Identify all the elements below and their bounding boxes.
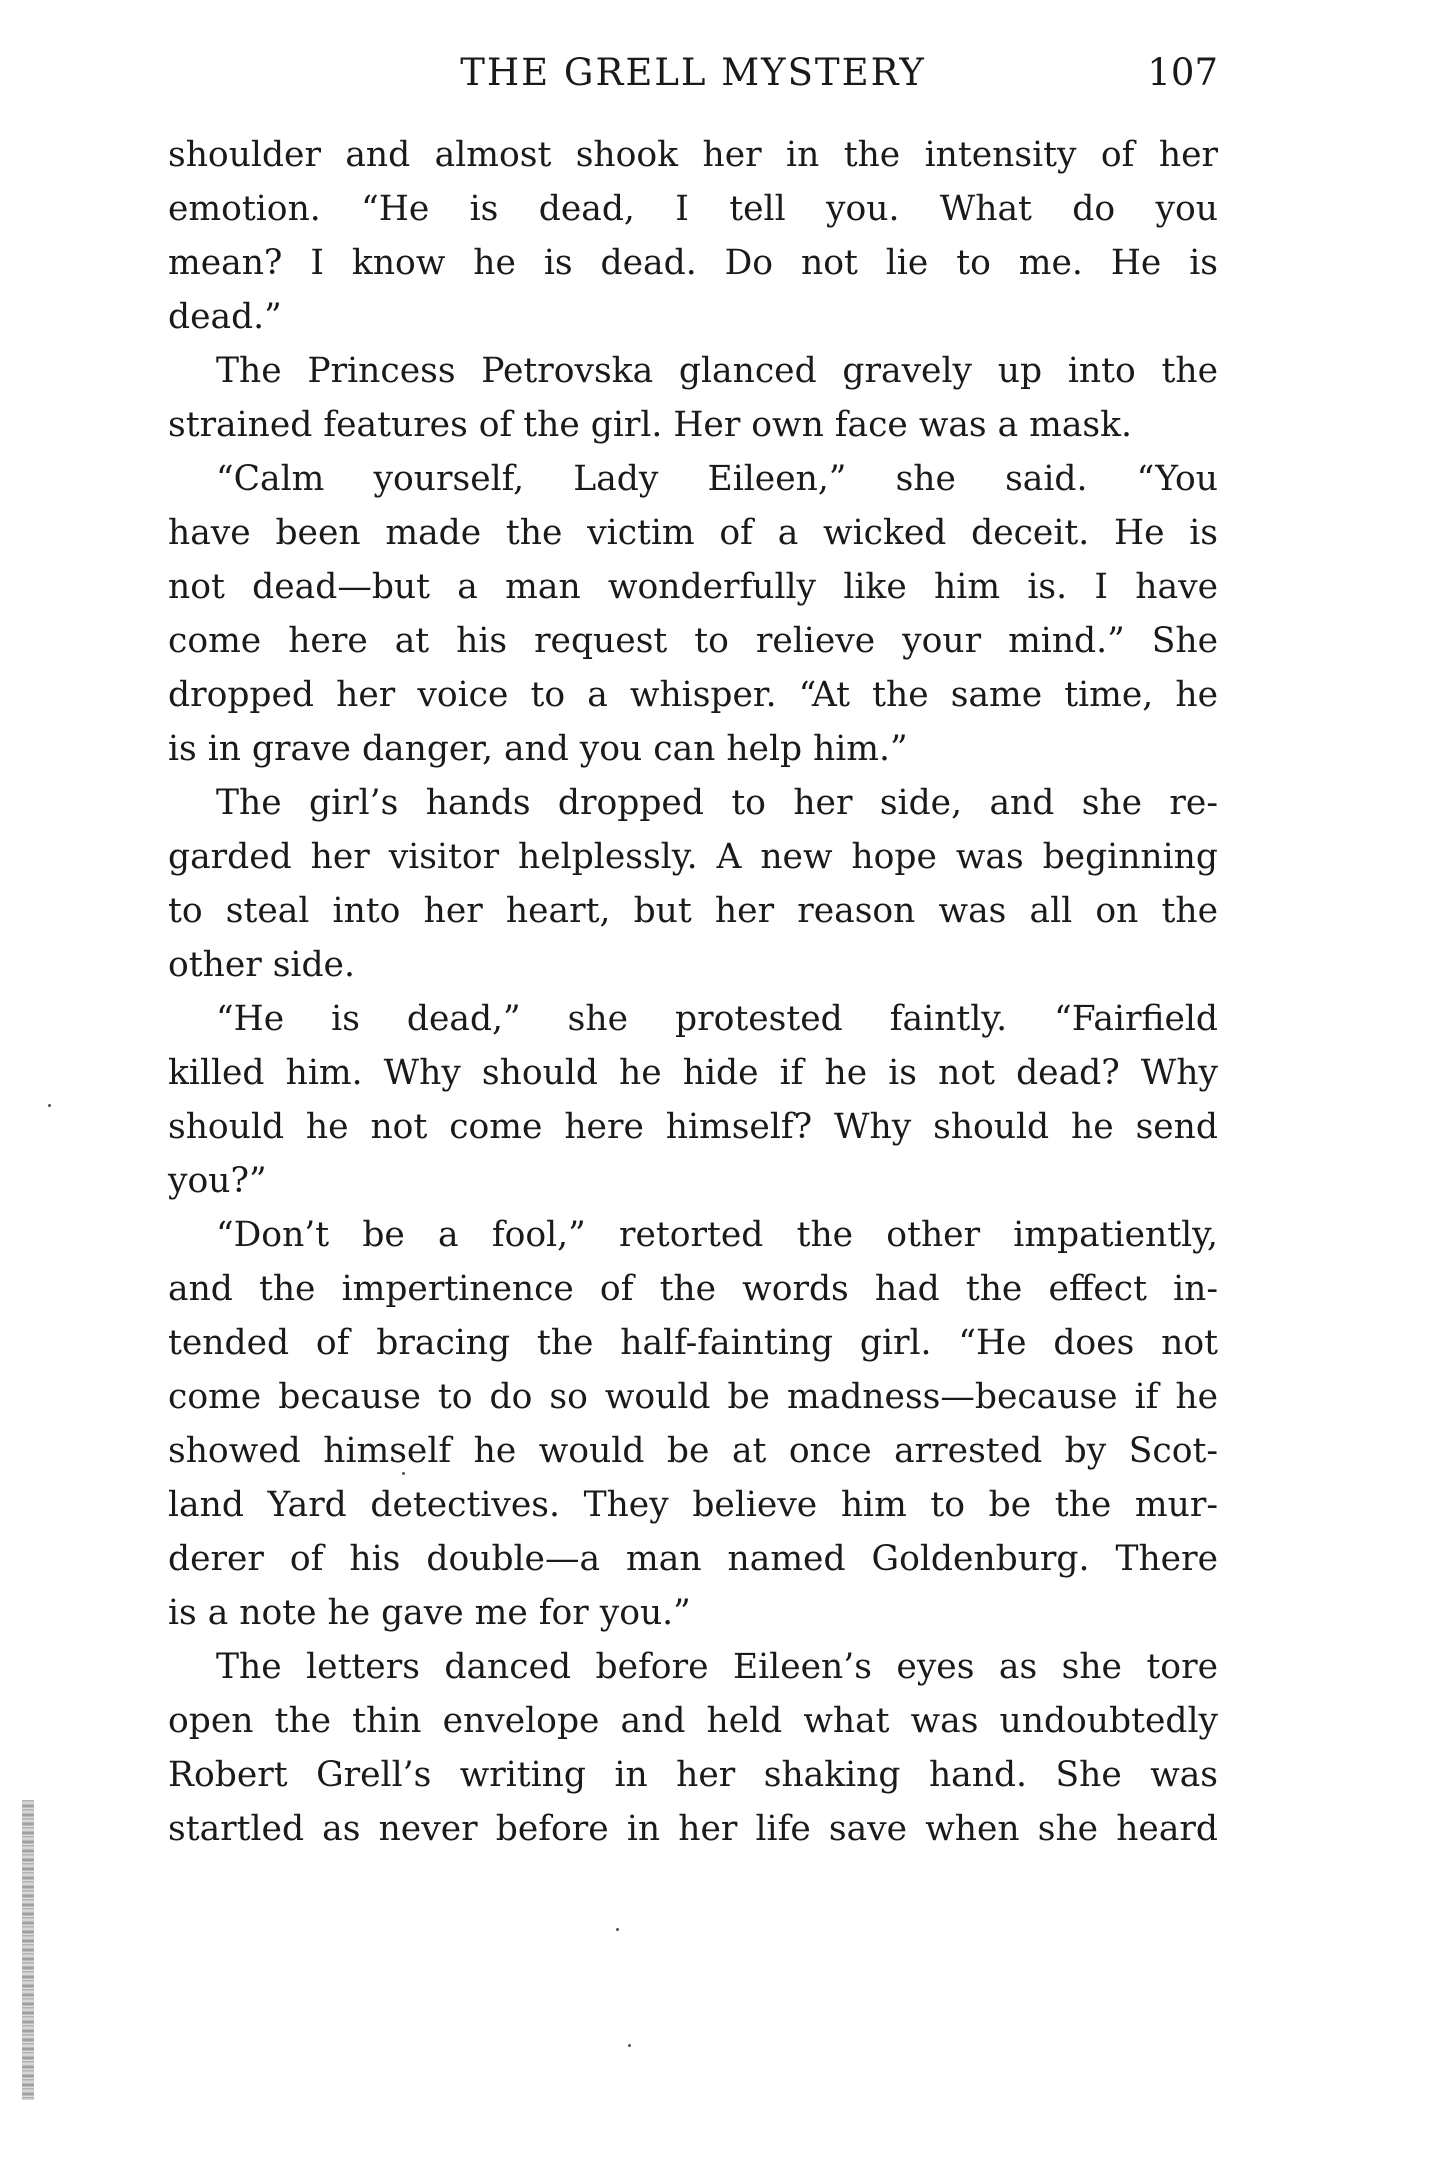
text-line: killed him. Why should he hide if he is not dead? Why	[168, 1053, 1218, 1093]
running-title: THE GRELL MYSTERY	[460, 51, 926, 94]
text-line: not dead—but a man wonderfully like him is. I have	[168, 567, 1218, 607]
text-line: The girl’s hands dropped to her side, and she re-	[216, 783, 1218, 823]
text-line: The Princess Petrovska glanced gravely up into the	[216, 351, 1218, 391]
text-line: “Calm yourself, Lady Eileen,” she said. “You	[216, 459, 1218, 499]
text-line: come because to do so would be madness—because if he	[168, 1377, 1218, 1417]
text-line: shoulder and almost shook her in the intensity of her	[168, 135, 1218, 175]
scan-speck	[616, 1928, 619, 1931]
text-line: is in grave danger, and you can help him.”	[168, 729, 908, 769]
text-line: mean? I know he is dead. Do not lie to me. He is	[168, 243, 1218, 283]
text-line: to steal into her heart, but her reason was all on the	[168, 891, 1218, 931]
text-line: “Don’t be a fool,” retorted the other impatiently,	[216, 1215, 1218, 1255]
text-line: derer of his double—a man named Goldenburg. There	[168, 1539, 1218, 1579]
text-line: other side.	[168, 945, 355, 985]
running-head	[168, 48, 1218, 98]
text-line: dead.”	[168, 297, 282, 337]
text-line: open the thin envelope and held what was undoubtedly	[168, 1701, 1218, 1741]
scan-edge-artifact	[22, 1800, 34, 2100]
text-line: “He is dead,” she protested faintly. “Fairfield	[216, 999, 1218, 1039]
text-line: have been made the victim of a wicked deceit. He is	[168, 513, 1218, 553]
scan-speck	[402, 1472, 405, 1475]
text-line: emotion. “He is dead, I tell you. What do you	[168, 189, 1218, 229]
text-line: The letters danced before Eileen’s eyes as she tore	[216, 1647, 1218, 1687]
text-line: you?”	[168, 1161, 267, 1201]
text-line: and the impertinence of the words had the effect in-	[168, 1269, 1218, 1309]
text-line: Robert Grell’s writing in her shaking hand. She was	[168, 1755, 1218, 1795]
text-line: land Yard detectives. They believe him to be the mur-	[168, 1485, 1218, 1525]
scan-speck	[48, 1104, 51, 1107]
body-text	[168, 128, 1218, 1856]
text-line: is a note he gave me for you.”	[168, 1593, 691, 1633]
page-number: 107	[1147, 51, 1218, 94]
scan-speck	[628, 2044, 631, 2047]
text-line: come here at his request to relieve your mind.” She	[168, 621, 1218, 661]
text-line: should he not come here himself? Why should he send	[168, 1107, 1218, 1147]
text-line: dropped her voice to a whisper. “At the same time, he	[168, 675, 1218, 715]
text-line: startled as never before in her life save when she heard	[168, 1809, 1218, 1849]
text-line: garded her visitor helplessly. A new hope was beginning	[168, 837, 1218, 877]
text-line: showed himself he would be at once arrested by Scot-	[168, 1431, 1218, 1471]
text-line: tended of bracing the half-fainting girl. “He does not	[168, 1323, 1218, 1363]
text-line: strained features of the girl. Her own face was a mask.	[168, 405, 1132, 445]
